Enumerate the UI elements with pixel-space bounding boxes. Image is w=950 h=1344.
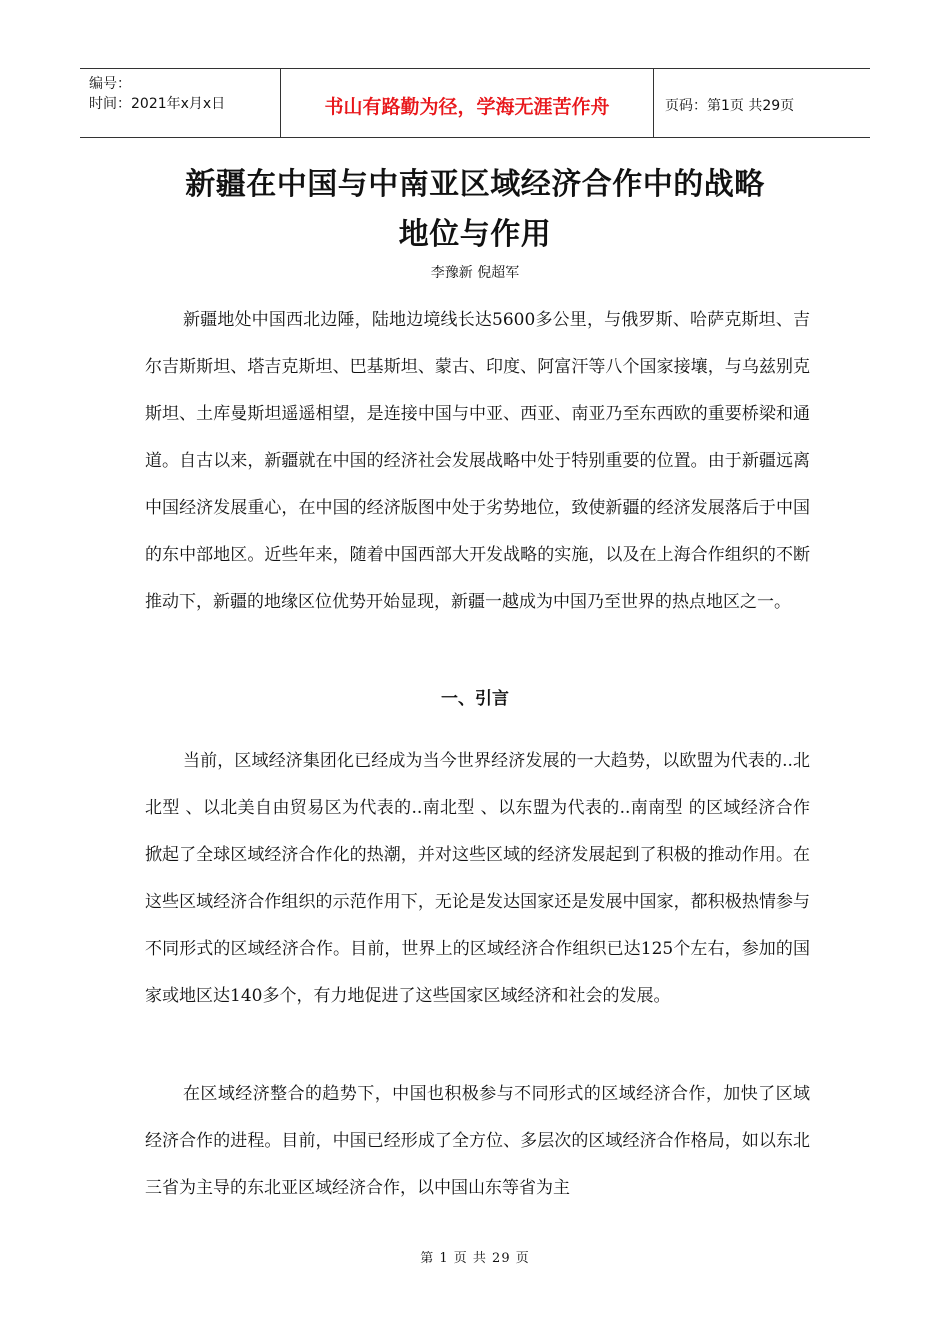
header-motto: 书山有路勤为径，学海无涯苦作舟: [281, 69, 654, 137]
header-number-label: 编号：: [89, 76, 131, 92]
section-heading: 一、引言: [441, 689, 509, 709]
header-page-info: 页码：第1页 共29页: [665, 98, 795, 114]
document-header: [80, 68, 870, 138]
article-authors: 李豫新 倪超军: [430, 265, 520, 281]
page-footer: 第 1 页 共 29 页: [420, 1251, 530, 1266]
paragraph-regional-economy: 当前，区域经济集团化已经成为当今世界经济发展的一大趋势，以欧盟为代表的..北北型 、以北美自由贸易区为代表的..南北型 、以东盟为代表的..南南型 的区域经济合作掀起了全球区域经济合作化的热潮，并对这些区域的经济发展起到了积极的推动作用。在这些区域经济合作组织的示范作用下，无论是发达国家还是发展中国家，都积极热情参与不同形式的区域经济合作。目前，世界上的区域经济合作组织已达125个左右，参加的国家或地区达140多个，有力地促进了这些国家区域经济和社会的发展。: [145, 751, 810, 1006]
header-meta-cell: [80, 69, 281, 137]
title-line-2: 地位与作用: [398, 217, 552, 252]
paragraph-intro: 新疆地处中国西北边陲，陆地边境线长达5600多公里，与俄罗斯、哈萨克斯坦、吉尔吉斯斯坦、塔吉克斯坦、巴基斯坦、蒙古、印度、阿富汗等八个国家接壤，与乌兹别克斯坦、土库曼斯坦遥遥相望，是连接中国与中亚、西亚、南亚乃至东西欧的重要桥梁和通道。自古以来，新疆就在中国的经济社会发展战略中处于特别重要的位置。由于新疆远离中国经济发展重心，在中国的经济版图中处于劣势地位，致使新疆的经济发展落后于中国的东中部地区。近些年来，随着中国西部大开发战略的实施，以及在上海合作组织的不断推动下，新疆的地缘区位优势开始显现，新疆一越成为中国乃至世界的热点地区之一。: [145, 310, 810, 612]
paragraph-china-cooperation: 在区域经济整合的趋势下，中国也积极参与不同形式的区域经济合作，加快了区域经济合作的进程。目前，中国已经形成了全方位、多层次的区域经济合作格局，如以东北三省为主导的东北亚区域经济合作，以中国山东等省为主: [145, 1084, 810, 1198]
title-line-1: 新疆在中国与中南亚区域经济合作中的战略: [185, 167, 765, 202]
article-title: [80, 160, 870, 260]
header-time-label: 时间：2021年x月x日: [89, 96, 226, 112]
